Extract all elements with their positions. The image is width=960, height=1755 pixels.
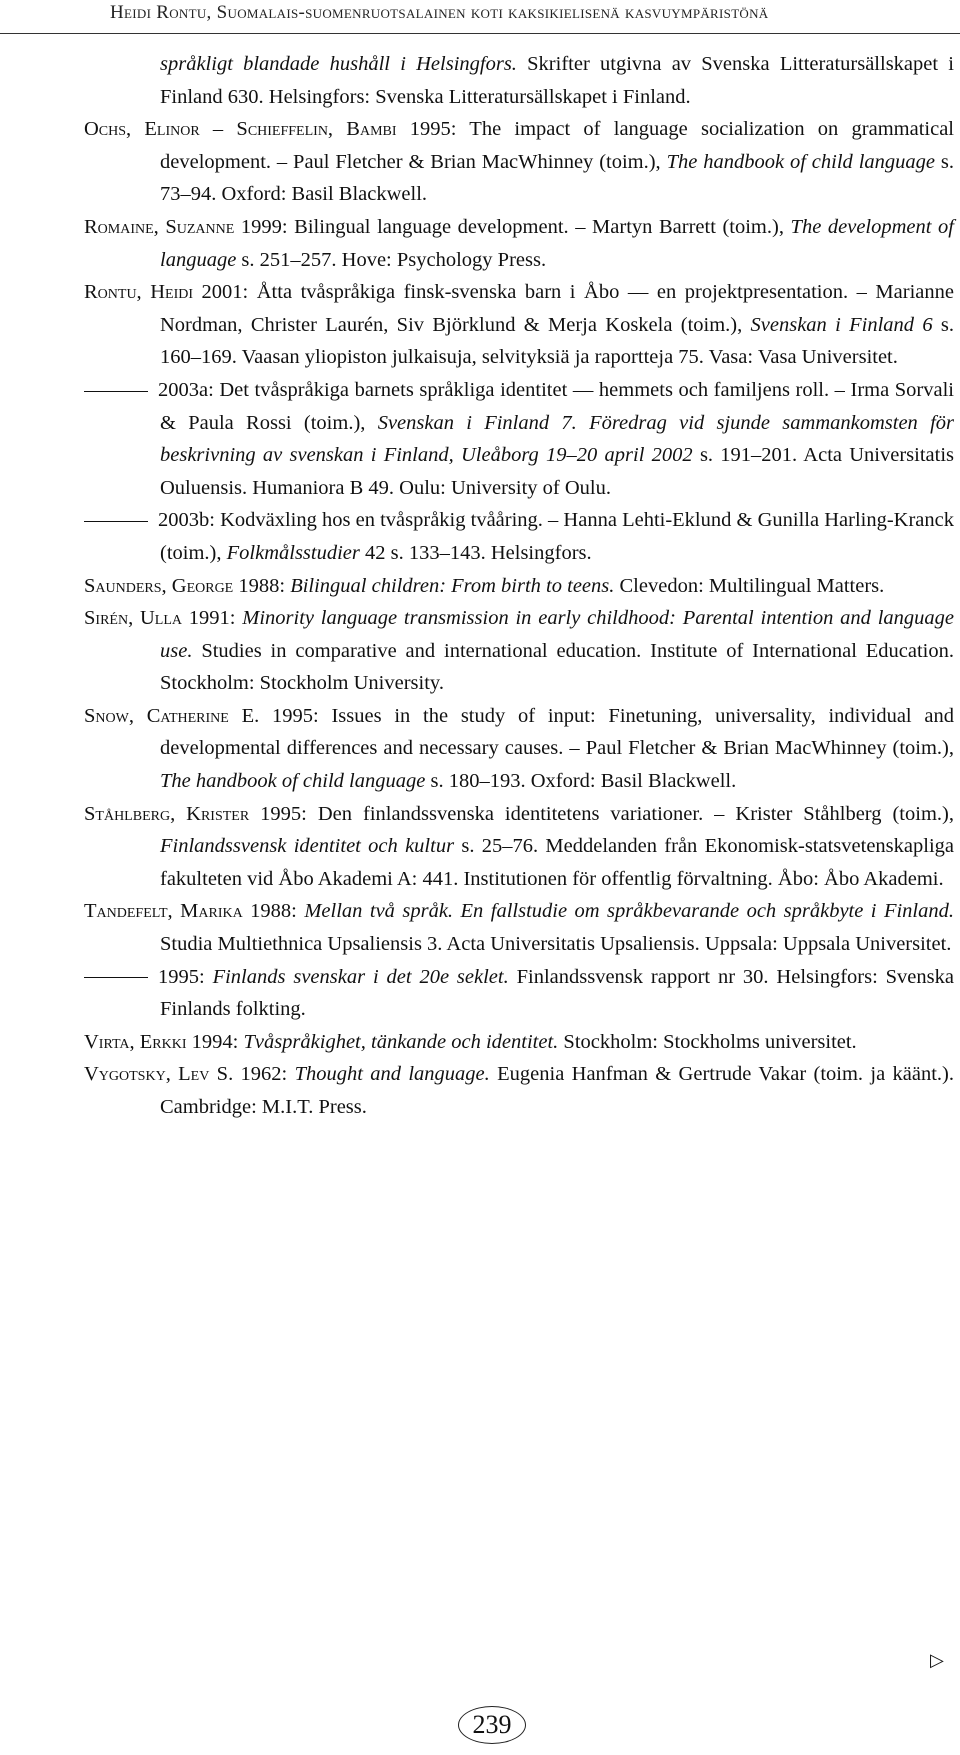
reference-text: 2003b: Kodväxling hos en tvåspråkig tvååring. – Hanna Lehti-Eklund & Gunilla Harling-Kranck (toim.), <box>158 509 954 564</box>
reference-text: 1999: Bilingual language development. – Martyn Barrett (toim.), <box>234 215 791 238</box>
page-number-badge <box>458 1706 526 1746</box>
reference-title: Thought and language. <box>294 1063 490 1086</box>
reference-text: s. 191–201. Acta Universitatis Ouluensis. Humaniora B 49. Oulu: University of Oulu. <box>160 444 954 499</box>
reference-text: Studies in comparative and international education. Institute of International Education. Stockholm: Stockholm University. <box>160 639 954 695</box>
reference-author: Tandefelt, Marika <box>84 900 243 923</box>
running-title: Heidi Rontu, Suomalais-suomenruotsalainen koti kaksikielisenä kasvuympäristönä <box>110 2 769 23</box>
reference-entry <box>84 276 954 374</box>
reference-text: Eugenia Hanfman & Gertrude Vakar (toim. ja käänt.). Cambridge: M.I.T. Press. <box>160 1063 954 1118</box>
reference-entry <box>84 798 954 896</box>
reference-author: Romaine, Suzanne <box>84 215 235 238</box>
reference-author: Vygotsky, Lev <box>84 1063 210 1086</box>
reference-text: Studia Multiethnica Upsaliensis 3. Acta Universitatis Upsaliensis. Uppsala: Uppsala Universitet. <box>160 933 952 956</box>
reference-text: 2001: Åtta tvåspråkiga finsk-svenska barn i Åbo — en projektpresentation. – Marianne Nordman, Christer Laurén, Siv Björklund & Merja Koskela (toim.), <box>160 281 954 336</box>
reference-title: Tvåspråkighet, tänkande och identitet. <box>243 1030 559 1053</box>
reference-title: The handbook of child language <box>160 770 426 793</box>
reference-title: språkligt blandade hushåll i Helsingfors. <box>160 53 517 75</box>
reference-text: 42 s. 133–143. Helsingfors. <box>359 541 592 564</box>
reference-title: Finlandssvensk identitet och kultur <box>160 835 455 858</box>
reference-entry <box>84 961 954 1026</box>
reference-author: Saunders, George <box>84 574 234 597</box>
reference-text: E. 1995: Issues in the study of input: Finetuning, universality, individual and developmental differences and necessary causes. – Paul Fletcher & Brian MacWhinney (toim.), <box>160 704 954 760</box>
reference-title: Svenskan i Finland 7. Föredrag vid sjunde sammankomsten för beskrivning av svenskan i Finland, Uleåborg 19–20 april 2002 <box>160 411 955 467</box>
next-page-arrow-icon: ▷ <box>930 1650 944 1670</box>
reference-text: s. 25–76. Meddelanden från Ekonomisk-statsvetenskapliga fakulteten vid Åbo Akademi A: 441. Institutionen för offentlig förvaltning. Åbo: Åbo Akademi. <box>160 835 954 890</box>
running-header <box>0 0 960 30</box>
reference-entry <box>84 504 954 569</box>
same-author-dash <box>84 521 148 522</box>
reference-entry <box>84 211 954 276</box>
reference-text: s. 251–257. Hove: Psychology Press. <box>236 248 547 271</box>
same-author-dash <box>84 977 148 978</box>
reference-title: The development of language <box>160 215 954 271</box>
reference-title: Mellan två språk. En fallstudie om språkbevarande och språkbyte i Finland. <box>304 900 955 923</box>
reference-text: 1995: <box>158 965 213 988</box>
reference-text: Finlandssvensk rapport nr 30. Helsingfors: Svenska Finlands folkting. <box>160 965 954 1021</box>
reference-entry <box>84 602 954 700</box>
reference-text: s. 180–193. Oxford: Basil Blackwell. <box>425 770 737 793</box>
reference-title: Svenskan i Finland 6 <box>750 313 933 336</box>
reference-text: s. 160–169. Vaasan yliopiston julkaisuja, selvityksiä ja raportteja 75. Vasa: Vasa Universitet. <box>160 313 954 369</box>
reference-text: 1994: <box>186 1030 244 1053</box>
reference-title: Folkmålsstudier <box>226 541 360 564</box>
reference-entry <box>84 700 954 798</box>
reference-title: Finlands svenskar i det 20e seklet. <box>212 965 509 988</box>
header-rule <box>0 33 960 34</box>
reference-entry <box>84 113 954 211</box>
reference-list <box>0 48 960 1124</box>
reference-entry <box>84 374 954 504</box>
same-author-dash <box>84 391 148 392</box>
reference-entry <box>84 1026 954 1059</box>
reference-text: Clevedon: Multilingual Matters. <box>614 574 885 597</box>
reference-text: 2003a: Det tvåspråkiga barnets språkliga identitet — hemmets och familjens roll. – Irma Sorvali & Paula Rossi (toim.), <box>158 378 954 434</box>
reference-title: Bilingual children: From birth to teens. <box>290 574 615 597</box>
reference-text: s. 73–94. Oxford: Basil Blackwell. <box>160 150 954 206</box>
reference-author: Ochs, Elinor – Schieffelin, Bambi <box>84 118 397 141</box>
reference-entry <box>84 570 954 603</box>
reference-author: Ståhlberg, Krister <box>84 802 250 825</box>
reference-title: Minority language transmission in early childhood: Parental intention and language use. <box>160 607 954 662</box>
reference-text: 1995: The impact of language socialization on grammatical development. – Paul Fletcher & Brian MacWhinney (toim.), <box>160 118 954 173</box>
reference-continuation <box>84 48 954 113</box>
page-number: 239 <box>472 1710 512 1739</box>
reference-text: S. 1962: <box>209 1063 295 1086</box>
reference-text: Skrifter utgivna av Svenska Litteratursällskapet i Finland 630. Helsingfors: Svenska Litteratursällskapet i Finland. <box>160 53 954 108</box>
reference-text: 1988: <box>242 900 305 923</box>
reference-author: Virta, Erkki <box>84 1030 187 1053</box>
reference-author: Snow, Catherine <box>84 704 229 727</box>
reference-text: 1995: Den finlandssvenska identitetens variationer. – Krister Ståhlberg (toim.), <box>249 802 954 825</box>
reference-text: 1991: <box>182 607 243 630</box>
reference-author: Sirén, Ulla <box>84 607 182 630</box>
reference-entry <box>84 1058 954 1123</box>
reference-text: 1988: <box>233 574 291 597</box>
reference-title: The handbook of child language <box>666 150 935 173</box>
reference-author: Rontu, Heidi <box>84 281 193 304</box>
reference-entry <box>84 895 954 960</box>
reference-text: Stockholm: Stockholms universitet. <box>558 1030 857 1053</box>
